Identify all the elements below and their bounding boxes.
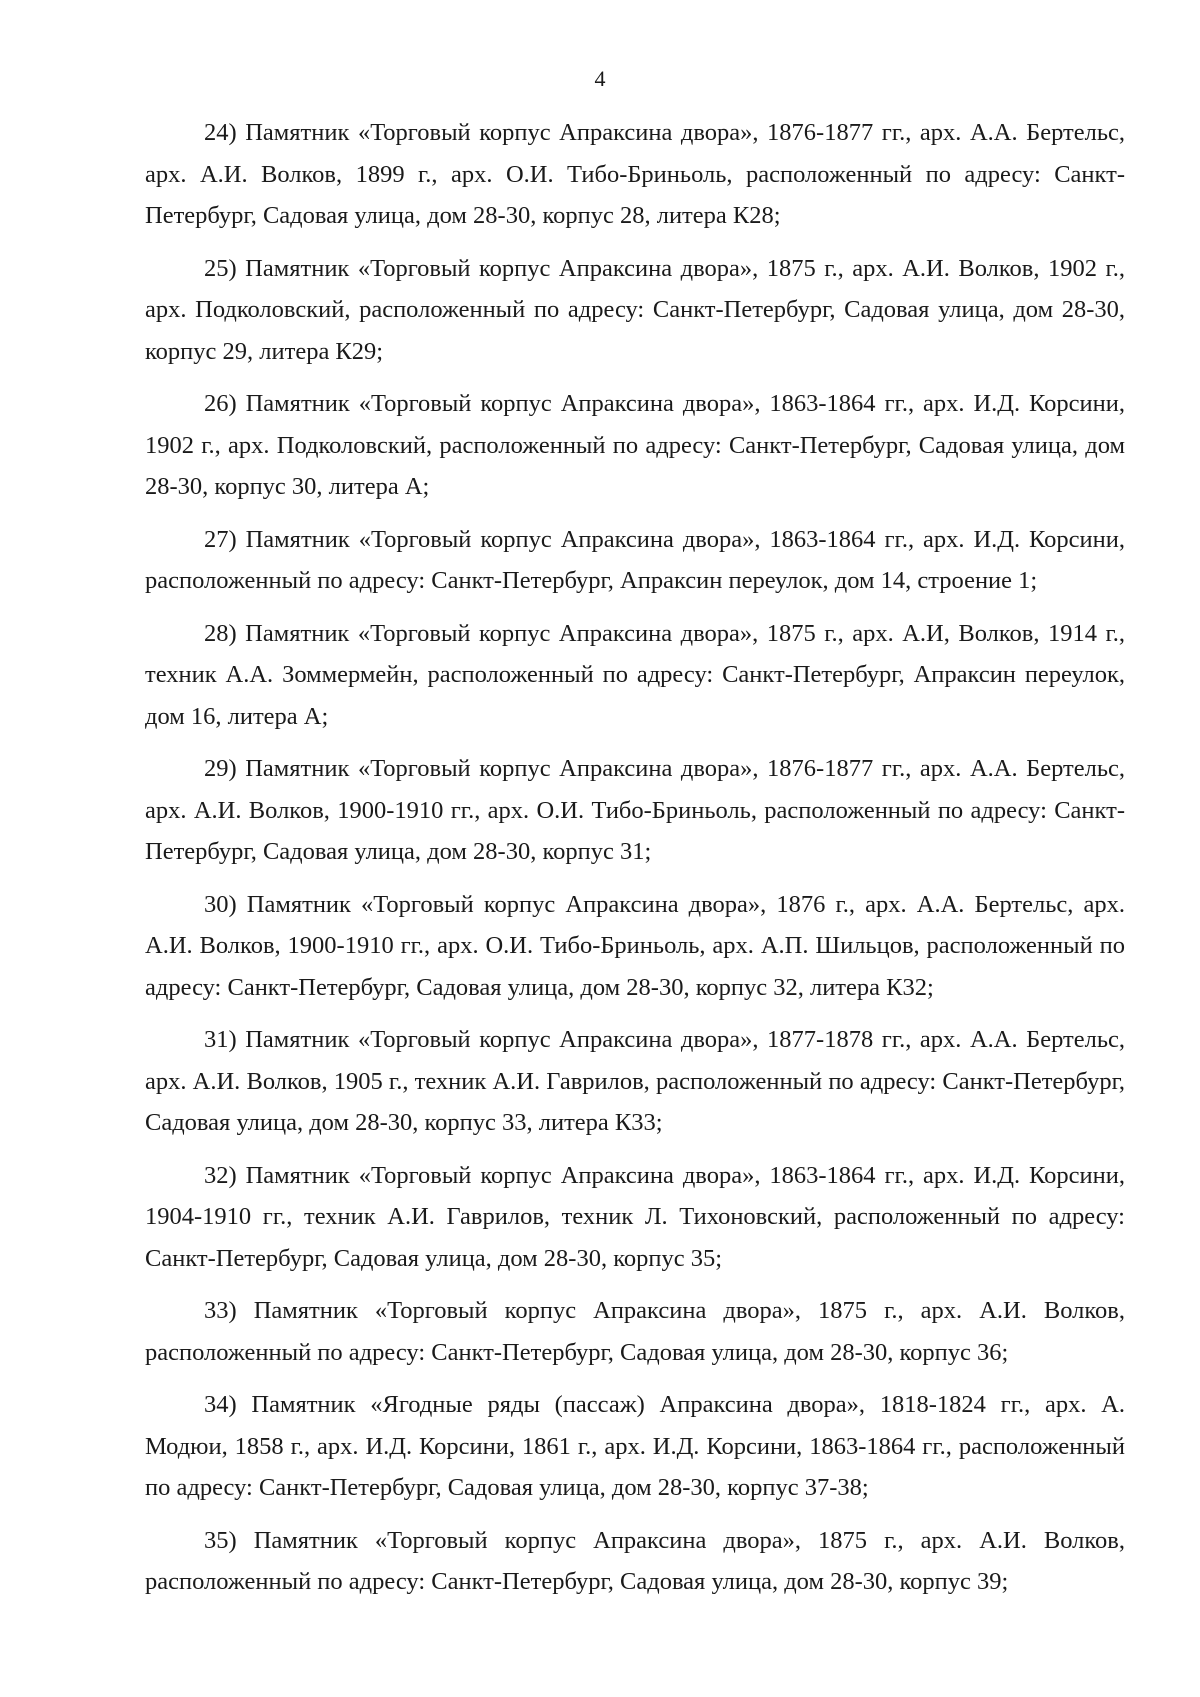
list-item: 27) Памятник «Торговый корпус Апраксина двора», 1863-1864 гг., арх. И.Д. Корсини, расположенный по адресу: Санкт-Петербург, Апраксин переулок, дом 14, строение 1; xyxy=(145,525,1125,594)
list-item: 33) Памятник «Торговый корпус Апраксина двора», 1875 г., арх. А.И. Волков, расположенный по адресу: Санкт-Петербург, Садовая улица, дом 28-30, корпус 36; xyxy=(145,1297,1125,1366)
list-item: 32) Памятник «Торговый корпус Апраксина двора», 1863-1864 гг., арх. И.Д. Корсини, 1904-1910 гг., техник А.И. Гаврилов, техник Л. Тихоновский, расположенный по адресу: Санкт-Петербург, Садовая улица, дом 28-30, корпус 35; xyxy=(145,1161,1125,1272)
list-item: 24) Памятник «Торговый корпус Апраксина двора», 1876-1877 гг., арх. А.А. Бертельс, арх. А.И. Волков, 1899 г., арх. О.И. Тибо-Бриньоль, расположенный по адресу: Санкт-Петербург, Садовая улица, дом 28-30, корпус 28, литера К28; xyxy=(145,119,1125,229)
list-item: 34) Памятник «Ягодные ряды (пассаж) Апраксина двора», 1818-1824 гг., арх. А. Модюи, 1858 г., арх. И.Д. Корсини, 1861 г., арх. И.Д. Корсини, 1863-1864 гг., расположенный по адресу: Санкт-Петербург, Садовая улица, дом 28-30, корпус 37-38; xyxy=(145,1391,1125,1501)
list-item: 25) Памятник «Торговый корпус Апраксина двора», 1875 г., арх. А.И. Волков, 1902 г., арх. Подколовский, расположенный по адресу: Санкт-Петербург, Садовая улица, дом 28-30, корпус 29, литера К29; xyxy=(145,254,1125,365)
list-item: 28) Памятник «Торговый корпус Апраксина двора», 1875 г., арх. А.И, Волков, 1914 г., техник А.А. Зоммермейн, расположенный по адресу: Санкт-Петербург, Апраксин переулок, дом 16, литера А; xyxy=(145,619,1125,730)
document-body xyxy=(145,112,1125,1614)
list-item: 26) Памятник «Торговый корпус Апраксина двора», 1863-1864 гг., арх. И.Д. Корсини, 1902 г., арх. Подколовский, расположенный по адресу: Санкт-Петербург, Садовая улица, дом 28-30, корпус 30, литера А; xyxy=(145,390,1125,500)
page-number: 4 xyxy=(594,66,606,91)
list-item: 29) Памятник «Торговый корпус Апраксина двора», 1876-1877 гг., арх. А.А. Бертельс, арх. А.И. Волков, 1900-1910 гг., арх. О.И. Тибо-Бриньоль, расположенный по адресу: Санкт-Петербург, Садовая улица, дом 28-30, корпус 31; xyxy=(145,755,1125,865)
list-item: 31) Памятник «Торговый корпус Апраксина двора», 1877-1878 гг., арх. А.А. Бертельс, арх. А.И. Волков, 1905 г., техник А.И. Гаврилов, расположенный по адресу: Санкт-Петербург, Садовая улица, дом 28-30, корпус 33, литера К33; xyxy=(145,1026,1125,1136)
list-item: 35) Памятник «Торговый корпус Апраксина двора», 1875 г., арх. А.И. Волков, расположенный по адресу: Санкт-Петербург, Садовая улица, дом 28-30, корпус 39; xyxy=(145,1526,1125,1595)
list-item: 30) Памятник «Торговый корпус Апраксина двора», 1876 г., арх. А.А. Бертельс, арх. А.И. Волков, 1900-1910 гг., арх. О.И. Тибо-Бриньоль, арх. А.П. Шильцов, расположенный по адресу: Санкт-Петербург, Садовая улица, дом 28-30, корпус 32, литера К32; xyxy=(145,890,1125,1001)
